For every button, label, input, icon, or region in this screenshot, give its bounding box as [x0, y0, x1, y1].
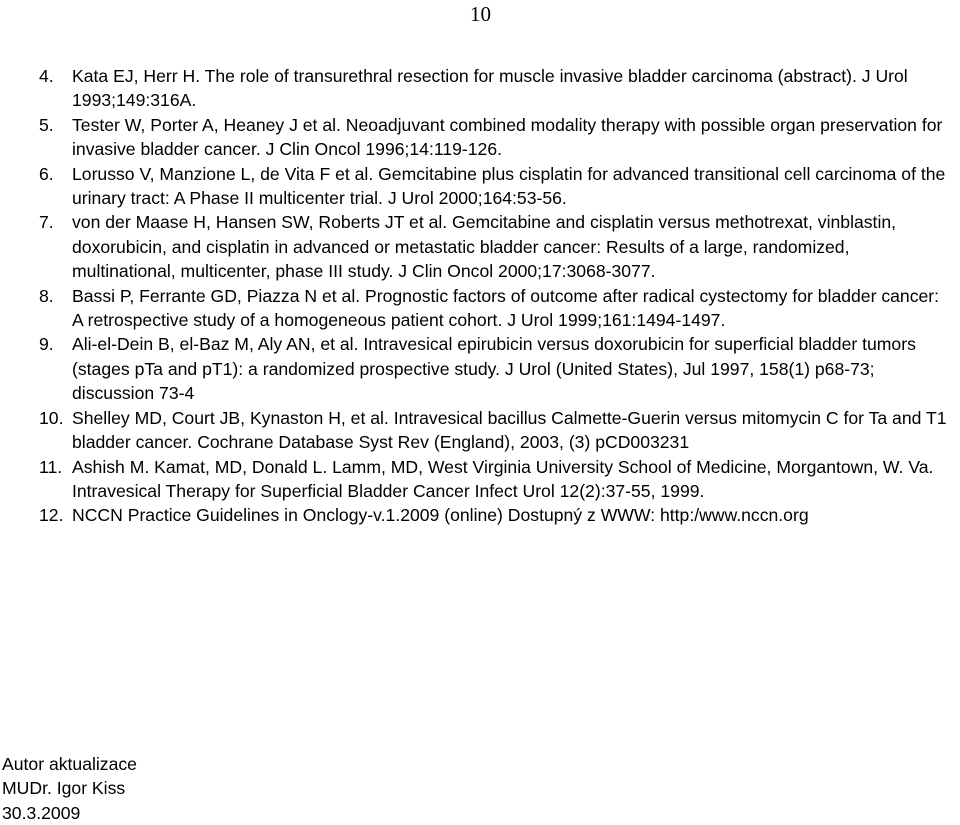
reference-item	[39, 210, 951, 283]
reference-item	[39, 406, 951, 455]
reference-number: 4.	[39, 66, 54, 86]
reference-item	[39, 284, 951, 333]
author-name: MUDr. Igor Kiss	[2, 778, 126, 799]
reference-number: 8.	[39, 285, 54, 306]
author-label: Autor aktualizace	[2, 754, 137, 774]
reference-item	[39, 113, 951, 162]
reference-text: Tester W, Porter A, Heaney J et al. Neoadjuvant combined modality therapy with possible organ preservation for invasive bladder cancer. J Clin Oncol 1996;14:119-126.	[72, 114, 943, 160]
update-date: 30.3.2009	[2, 802, 81, 823]
reference-number: 9.	[39, 334, 54, 355]
reference-text: von der Maase H, Hansen SW, Roberts JT et al. Gemcitabine and cisplatin versus methotrexat, vinblastin, doxorubicin, and cisplatin in advanced or metastatic bladder cancer: Results of a large, randomized, multinational, multicenter, phase III study. J Clin Oncol 2000;17:3068-3077.	[72, 212, 897, 282]
reference-text: Ali-el-Dein B, el-Baz M, Aly AN, et al. Intravesical epirubicin versus doxorubicin for superficial bladder tumors (stages pTa and pT1): a randomized prospective study. J Urol (United States), Jul 1997, 158(1) p68-73; discussion 73-4	[72, 334, 916, 404]
reference-text: Ashish M. Kamat, MD, Donald L. Lamm, MD, West Virginia University School of Medicine, Morgantown, W. Va. Intravesical Therapy for Superficial Bladder Cancer Infect Urol 12(2):37-55, 1999.	[72, 456, 934, 501]
reference-number: 7.	[39, 212, 54, 233]
reference-item	[39, 162, 951, 211]
reference-number: 5.	[39, 114, 54, 135]
reference-text: Bassi P, Ferrante GD, Piazza N et al. Prognostic factors of outcome after radical cystectomy for bladder cancer: A retrospective study of a homogeneous patient cohort. J Urol 1999;161:1494-1497.	[72, 285, 940, 331]
reference-text: Kata EJ, Herr H. The role of transurethral resection for muscle invasive bladder carcinoma (abstract). J Urol 1993;149:316A.	[72, 66, 908, 111]
reference-number: 6.	[39, 163, 54, 184]
reference-item	[39, 503, 951, 527]
reference-number: 10.	[39, 407, 64, 428]
author-block	[2, 752, 137, 825]
reference-item	[39, 455, 951, 504]
reference-text: Lorusso V, Manzione L, de Vita F et al. Gemcitabine plus cisplatin for advanced transitional cell carcinoma of the urinary tract: A Phase II multicenter trial. J Urol 2000;164:53-56.	[72, 163, 946, 209]
reference-number: 11.	[39, 456, 63, 477]
reference-item	[39, 64, 951, 113]
reference-text: Shelley MD, Court JB, Kynaston H, et al. Intravesical bacillus Calmette-Guerin versus mitomycin C for Ta and T1 bladder cancer. Cochrane Database Syst Rev (England), 2003, (3) pCD003231	[72, 407, 947, 453]
reference-item	[39, 332, 951, 405]
page-number: 10	[470, 2, 491, 26]
reference-list	[39, 64, 951, 528]
reference-text: NCCN Practice Guidelines in Onclogy-v.1.2009 (online) Dostupný z WWW: http:/www.nccn.org	[72, 505, 809, 526]
reference-number: 12.	[39, 505, 64, 526]
